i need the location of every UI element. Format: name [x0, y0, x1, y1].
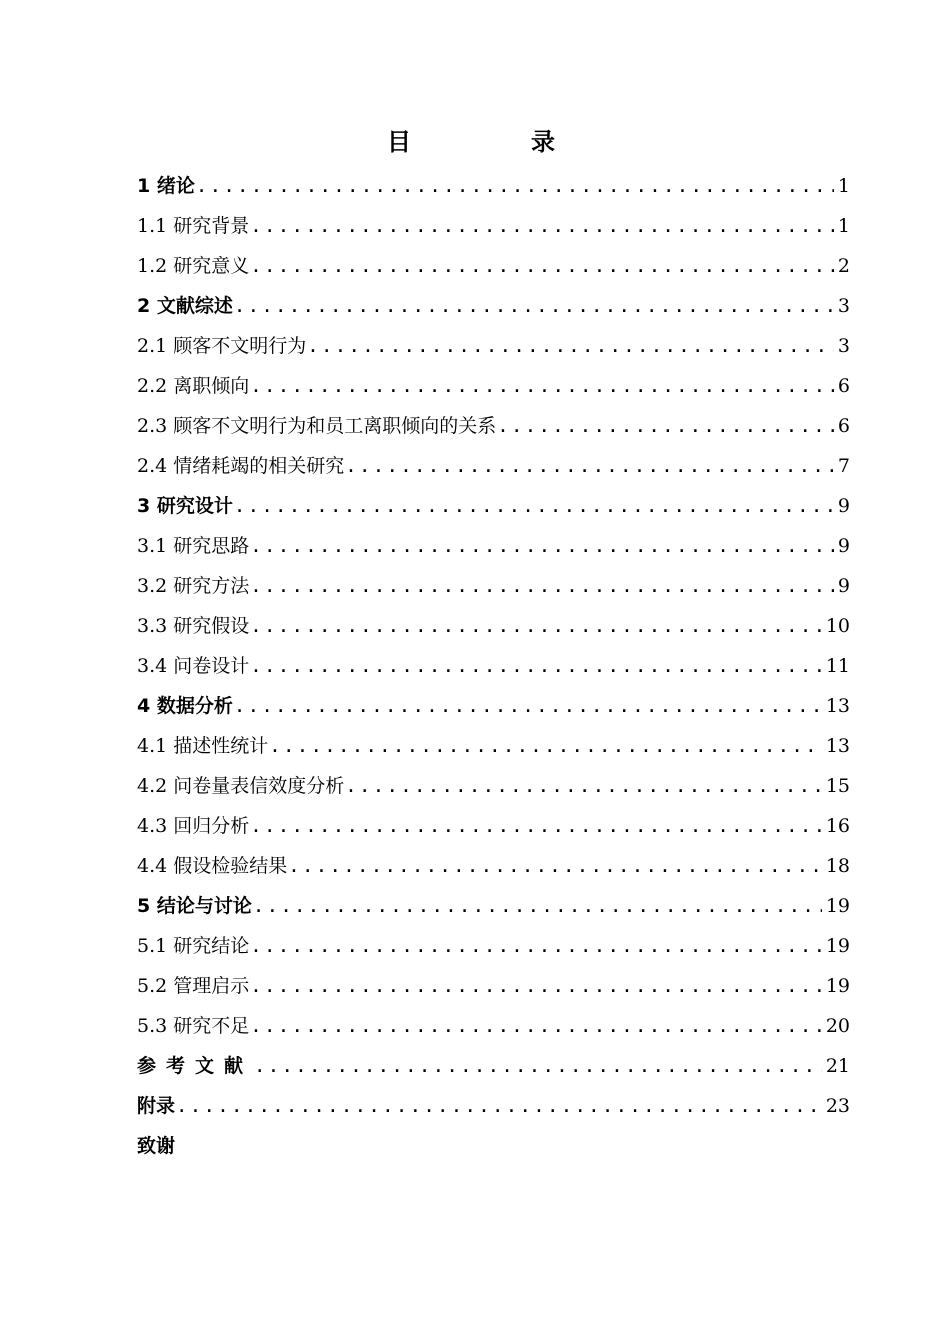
toc-entry-label: 4.4 假设检验结果: [137, 855, 288, 877]
toc-dot-leader: [196, 166, 834, 206]
toc-dot-leader: [254, 1046, 822, 1086]
toc-entry-label: 4.3 回归分析: [137, 815, 250, 837]
toc-entry-page-number: 2: [837, 255, 850, 277]
toc-dot-leader: [307, 326, 834, 366]
toc-entry-page-number: 6: [837, 375, 850, 397]
toc-entry-page-number: 10: [825, 615, 850, 637]
toc-entry-page-number: 13: [825, 735, 850, 757]
toc-entry[interactable]: [137, 206, 850, 246]
toc-entry-page-number: 9: [837, 495, 850, 517]
toc-dot-leader: [288, 846, 822, 886]
toc-dot-leader: [250, 206, 834, 246]
toc-entry[interactable]: [137, 726, 850, 766]
toc-entry[interactable]: [137, 806, 850, 846]
toc-entry-page-number: 19: [825, 935, 850, 957]
toc-entry-page-number: 21: [825, 1055, 850, 1077]
toc-entry-label: 4 数据分析: [137, 695, 233, 717]
toc-entry-page-number: 13: [825, 695, 850, 717]
toc-dot-leader: [250, 646, 822, 686]
toc-entry-label: 5.1 研究结论: [137, 935, 250, 957]
toc-dot-leader: [234, 686, 822, 726]
toc-dot-leader: [250, 926, 822, 966]
toc-dot-leader: [250, 366, 834, 406]
toc-entry[interactable]: [137, 326, 850, 366]
toc-entry-label: 3 研究设计: [137, 495, 233, 517]
toc-entry-label: 致谢: [137, 1135, 176, 1157]
toc-entry[interactable]: [137, 686, 850, 726]
toc-dot-leader: [234, 286, 834, 326]
toc-entry-page-number: 16: [825, 815, 850, 837]
toc-entry-label: 1.1 研究背景: [137, 215, 250, 237]
toc-entry[interactable]: [137, 166, 850, 206]
toc-entry[interactable]: [137, 1046, 850, 1086]
toc-entry-page-number: 1: [837, 215, 850, 237]
toc-dot-leader: [250, 1006, 822, 1046]
toc-entry[interactable]: [137, 1086, 850, 1126]
toc-entry-page-number: 23: [825, 1095, 850, 1117]
toc-entry[interactable]: [137, 566, 850, 606]
toc-dot-leader: [253, 886, 822, 926]
toc-entry-page-number: 9: [837, 575, 850, 597]
toc-entry-page-number: 19: [825, 895, 850, 917]
toc-dot-leader: [250, 566, 834, 606]
toc-dot-leader: [250, 806, 822, 846]
toc-entry-label: 4.1 描述性统计: [137, 735, 269, 757]
toc-entry[interactable]: [137, 246, 850, 286]
toc-entry-page-number: 20: [825, 1015, 850, 1037]
toc-entry-page-number: 9: [837, 535, 850, 557]
toc-dot-leader: [234, 486, 834, 526]
toc-entry-label: 5.3 研究不足: [137, 1015, 250, 1037]
toc-entry-label: 2.4 情绪耗竭的相关研究: [137, 455, 345, 477]
toc-entry-page-number: 18: [825, 855, 850, 877]
toc-dot-leader: [250, 246, 834, 286]
toc-entry[interactable]: [137, 766, 850, 806]
toc-entry-label: 4.2 问卷量表信效度分析: [137, 775, 345, 797]
toc-entry[interactable]: [137, 966, 850, 1006]
toc-dot-leader: [269, 726, 822, 766]
toc-entry[interactable]: [137, 926, 850, 966]
toc-dot-leader: [345, 446, 834, 486]
toc-entry-label: 2 文献综述: [137, 295, 233, 317]
toc-entry[interactable]: [137, 606, 850, 646]
toc-entry[interactable]: [137, 486, 850, 526]
toc-entry-label: 3.1 研究思路: [137, 535, 250, 557]
toc-entry-label: 附录: [137, 1095, 176, 1117]
toc-dot-leader: [250, 526, 834, 566]
toc-entry-page-number: 15: [825, 775, 850, 797]
toc-entry-label: 2.2 离职倾向: [137, 375, 250, 397]
toc-entry-page-number: 7: [837, 455, 850, 477]
table-of-contents: [137, 166, 850, 1166]
toc-entry-label: 1 绪论: [137, 175, 195, 197]
toc-entry[interactable]: [137, 886, 850, 926]
toc-dot-leader: [250, 966, 822, 1006]
toc-entry-label: 参考文献: [137, 1055, 254, 1077]
toc-entry-label: 3.3 研究假设: [137, 615, 250, 637]
toc-entry-page-number: 19: [825, 975, 850, 997]
toc-entry-page-number: 6: [837, 415, 850, 437]
toc-entry[interactable]: [137, 846, 850, 886]
toc-dot-leader: [250, 606, 822, 646]
toc-entry-page-number: 1: [837, 175, 850, 197]
toc-entry-page-number: 11: [825, 655, 850, 677]
toc-entry-label: 3.4 问卷设计: [137, 655, 250, 677]
toc-entry-label: 3.2 研究方法: [137, 575, 250, 597]
toc-entry[interactable]: [137, 446, 850, 486]
toc-entry-label: 5.2 管理启示: [137, 975, 250, 997]
toc-entry-label: 2.1 顾客不文明行为: [137, 335, 307, 357]
toc-entry[interactable]: [137, 406, 850, 446]
toc-entry[interactable]: [137, 1126, 850, 1166]
toc-entry[interactable]: [137, 1006, 850, 1046]
toc-entry[interactable]: [137, 526, 850, 566]
toc-entry-label: 1.2 研究意义: [137, 255, 250, 277]
toc-dot-leader: [345, 766, 822, 806]
toc-entry-label: 5 结论与讨论: [137, 895, 252, 917]
toc-entry-page-number: 3: [837, 295, 850, 317]
toc-entry-page-number: 3: [837, 335, 850, 357]
toc-entry[interactable]: [137, 646, 850, 686]
toc-entry[interactable]: [137, 366, 850, 406]
toc-dot-leader: [176, 1086, 822, 1126]
toc-dot-leader: [497, 406, 834, 446]
toc-entry[interactable]: [137, 286, 850, 326]
toc-entry-label: 2.3 顾客不文明行为和员工离职倾向的关系: [137, 415, 497, 437]
toc-title: 目 录: [387, 128, 603, 156]
